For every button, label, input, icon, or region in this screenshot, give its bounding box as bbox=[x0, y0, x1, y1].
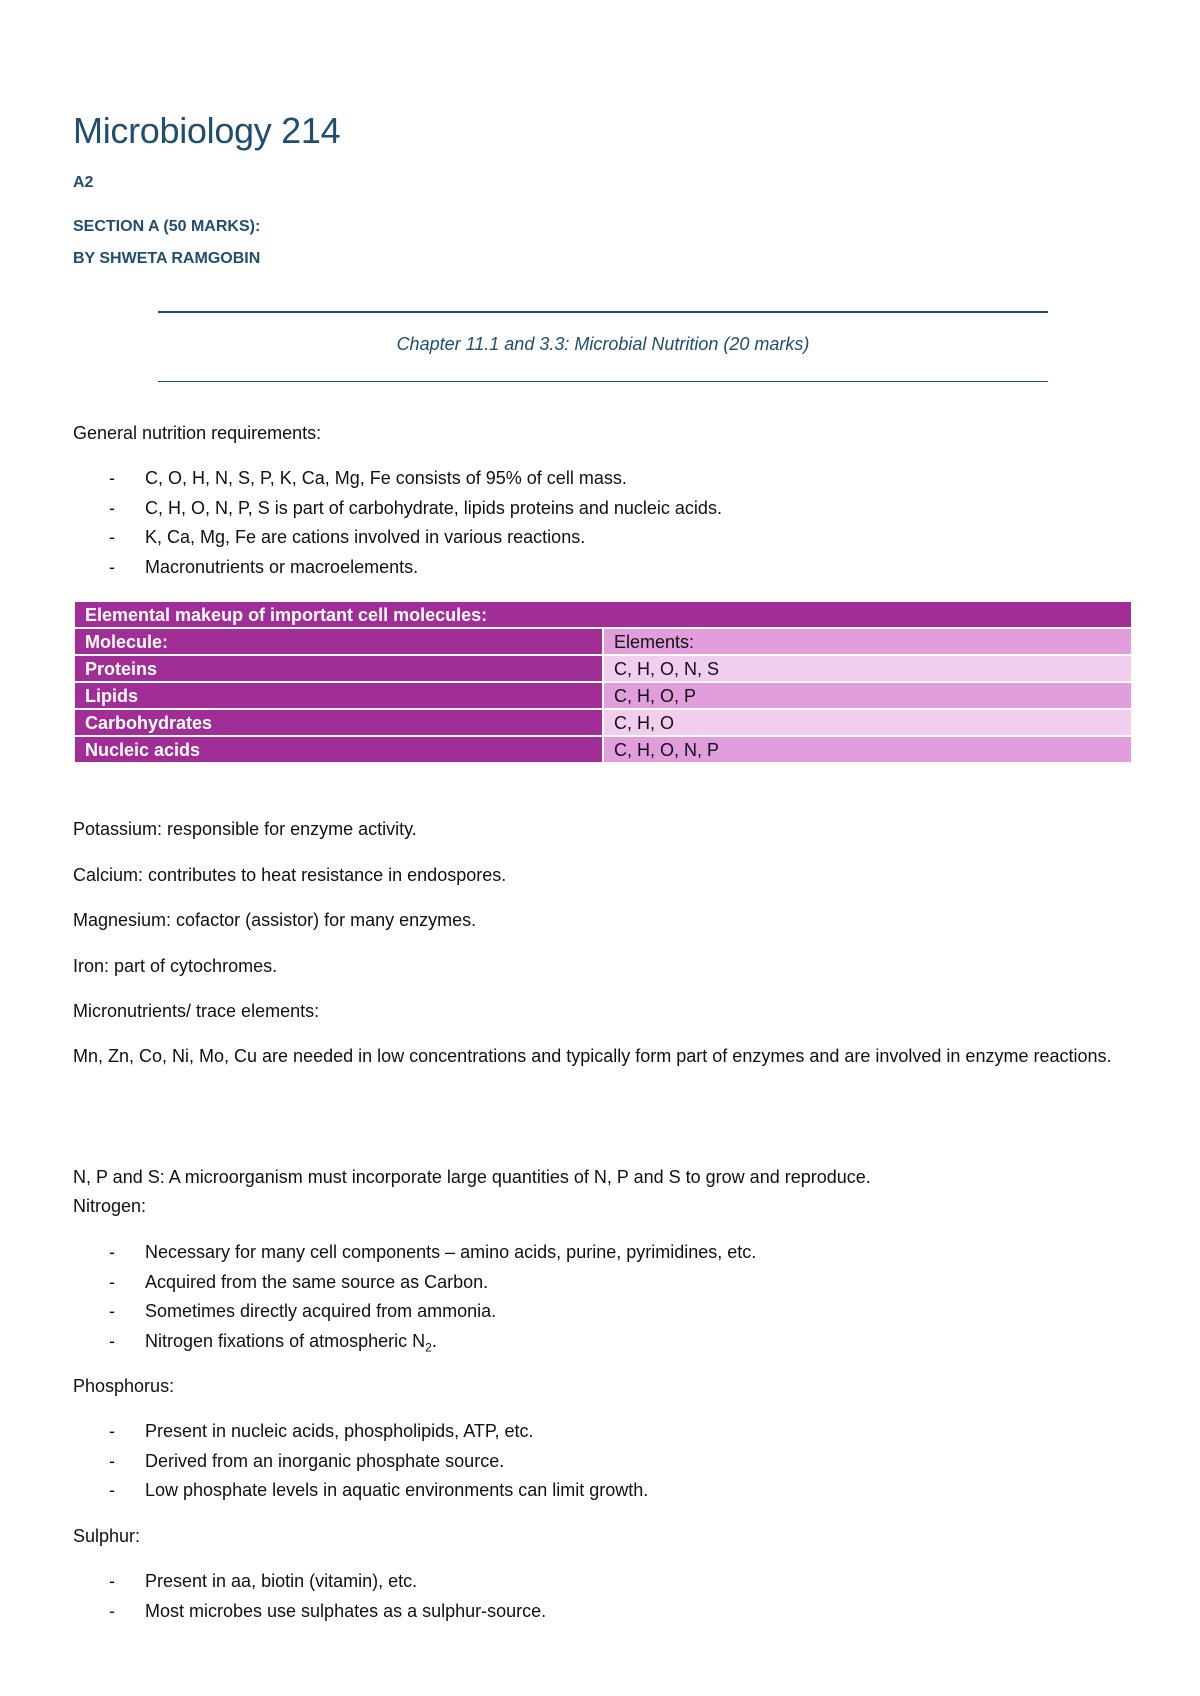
list-item-text: Derived from an inorganic phosphate source. bbox=[145, 1450, 505, 1471]
list-marker: - bbox=[109, 1571, 115, 1591]
magnesium-note: Magnesium: cofactor (assistor) for many enzymes. bbox=[73, 910, 477, 930]
chapter-rule-bottom bbox=[158, 381, 1048, 382]
molecule-cell: Lipids bbox=[74, 682, 603, 709]
list-item-text: Present in nucleic acids, phospholipids, ATP, etc. bbox=[145, 1421, 534, 1441]
list-item-text: K, Ca, Mg, Fe are cations involved in various reactions. bbox=[145, 527, 586, 547]
list-marker: - bbox=[109, 556, 115, 577]
list-item bbox=[73, 553, 722, 583]
table-row bbox=[74, 682, 1132, 709]
list-marker: - bbox=[109, 1450, 115, 1471]
elements-cell: C, H, O, N, S bbox=[603, 655, 1132, 682]
list-item bbox=[73, 1597, 546, 1627]
list-marker: - bbox=[109, 1330, 115, 1351]
elements-cell: C, H, O bbox=[603, 709, 1132, 736]
list-item-text: Low phosphate levels in aquatic environments can limit growth. bbox=[145, 1480, 649, 1500]
phosphorus-heading: Phosphorus: bbox=[73, 1376, 175, 1396]
subscript-2: 2 bbox=[425, 1340, 432, 1355]
potassium-note: Potassium: responsible for enzyme activity. bbox=[73, 819, 417, 839]
list-item-suffix: . bbox=[431, 1330, 437, 1351]
list-item-text: Most microbes use sulphates as a sulphur-source. bbox=[145, 1600, 547, 1621]
table-row bbox=[74, 709, 1132, 736]
table-title: Elemental makeup of important cell molecules: bbox=[74, 601, 1132, 628]
list-item bbox=[73, 1567, 546, 1597]
table-header-row bbox=[74, 628, 1132, 655]
list-item bbox=[73, 494, 722, 524]
general-list bbox=[73, 464, 722, 582]
nitrogen-list bbox=[73, 1238, 756, 1363]
table-title-row bbox=[74, 601, 1132, 628]
list-item bbox=[73, 1268, 756, 1298]
list-marker: - bbox=[109, 1271, 115, 1292]
course-code: A2 bbox=[73, 174, 94, 191]
list-marker: - bbox=[109, 497, 115, 518]
list-item bbox=[73, 1447, 648, 1477]
list-item bbox=[73, 1297, 756, 1327]
list-marker: - bbox=[109, 1301, 115, 1321]
list-item bbox=[73, 1238, 756, 1268]
molecule-cell: Carbohydrates bbox=[74, 709, 603, 736]
chapter-rule-top bbox=[158, 311, 1048, 313]
elemental-makeup-table bbox=[73, 600, 1133, 764]
chapter-heading: Chapter 11.1 and 3.3: Microbial Nutrition (20 marks) bbox=[396, 334, 810, 354]
list-item bbox=[73, 1476, 648, 1506]
phosphorus-list bbox=[73, 1417, 648, 1506]
column-header-elements: Elements: bbox=[603, 628, 1132, 655]
molecule-cell: Proteins bbox=[74, 655, 603, 682]
list-marker: - bbox=[109, 1421, 115, 1441]
list-marker: - bbox=[109, 1480, 115, 1500]
list-item-text: Macronutrients or macroelements. bbox=[145, 556, 419, 577]
elements-cell: C, H, O, N, P bbox=[603, 736, 1132, 763]
list-item-text: Sometimes directly acquired from ammonia. bbox=[145, 1301, 497, 1321]
micronutrients-text: Mn, Zn, Co, Ni, Mo, Cu are needed in low concentrations and typically form part of enzymes and are involved in enzyme reactions. bbox=[73, 1046, 1112, 1066]
list-item-text: Acquired from the same source as Carbon. bbox=[145, 1271, 489, 1292]
list-item bbox=[73, 523, 722, 553]
sulphur-list bbox=[73, 1567, 546, 1626]
nitrogen-heading: Nitrogen: bbox=[73, 1196, 147, 1216]
document-title: Microbiology 214 bbox=[73, 110, 341, 151]
list-item-text: C, H, O, N, P, S is part of carbohydrate, lipids proteins and nucleic acids. bbox=[145, 497, 722, 518]
list-item-text: C, O, H, N, S, P, K, Ca, Mg, Fe consists of 95% of cell mass. bbox=[145, 468, 627, 488]
sulphur-heading: Sulphur: bbox=[73, 1526, 141, 1546]
table-row bbox=[74, 736, 1132, 763]
list-item bbox=[73, 1327, 756, 1363]
iron-note: Iron: part of cytochromes. bbox=[73, 956, 278, 976]
general-heading: General nutrition requirements: bbox=[73, 423, 322, 443]
molecule-cell: Nucleic acids bbox=[74, 736, 603, 763]
column-header-molecule: Molecule: bbox=[74, 628, 603, 655]
list-item-text: Necessary for many cell components – amino acids, purine, pyrimidines, etc. bbox=[145, 1242, 757, 1262]
author-line: BY SHWETA RAMGOBIN bbox=[73, 250, 261, 267]
list-marker: - bbox=[109, 527, 115, 547]
list-marker: - bbox=[109, 1600, 115, 1621]
table-row bbox=[74, 655, 1132, 682]
elements-cell: C, H, O, P bbox=[603, 682, 1132, 709]
calcium-note: Calcium: contributes to heat resistance in endospores. bbox=[73, 865, 507, 885]
list-item-text: Present in aa, biotin (vitamin), etc. bbox=[145, 1571, 418, 1591]
section-heading: SECTION A (50 MARKS): bbox=[73, 218, 261, 235]
list-item-text: Nitrogen fixations of atmospheric N bbox=[145, 1330, 426, 1351]
list-item bbox=[73, 1417, 648, 1447]
list-marker: - bbox=[109, 468, 115, 488]
micronutrients-heading: Micronutrients/ trace elements: bbox=[73, 1001, 320, 1021]
list-item bbox=[73, 464, 722, 494]
list-marker: - bbox=[109, 1242, 115, 1262]
nps-intro: N, P and S: A microorganism must incorporate large quantities of N, P and S to grow and reproduce. bbox=[73, 1167, 871, 1187]
